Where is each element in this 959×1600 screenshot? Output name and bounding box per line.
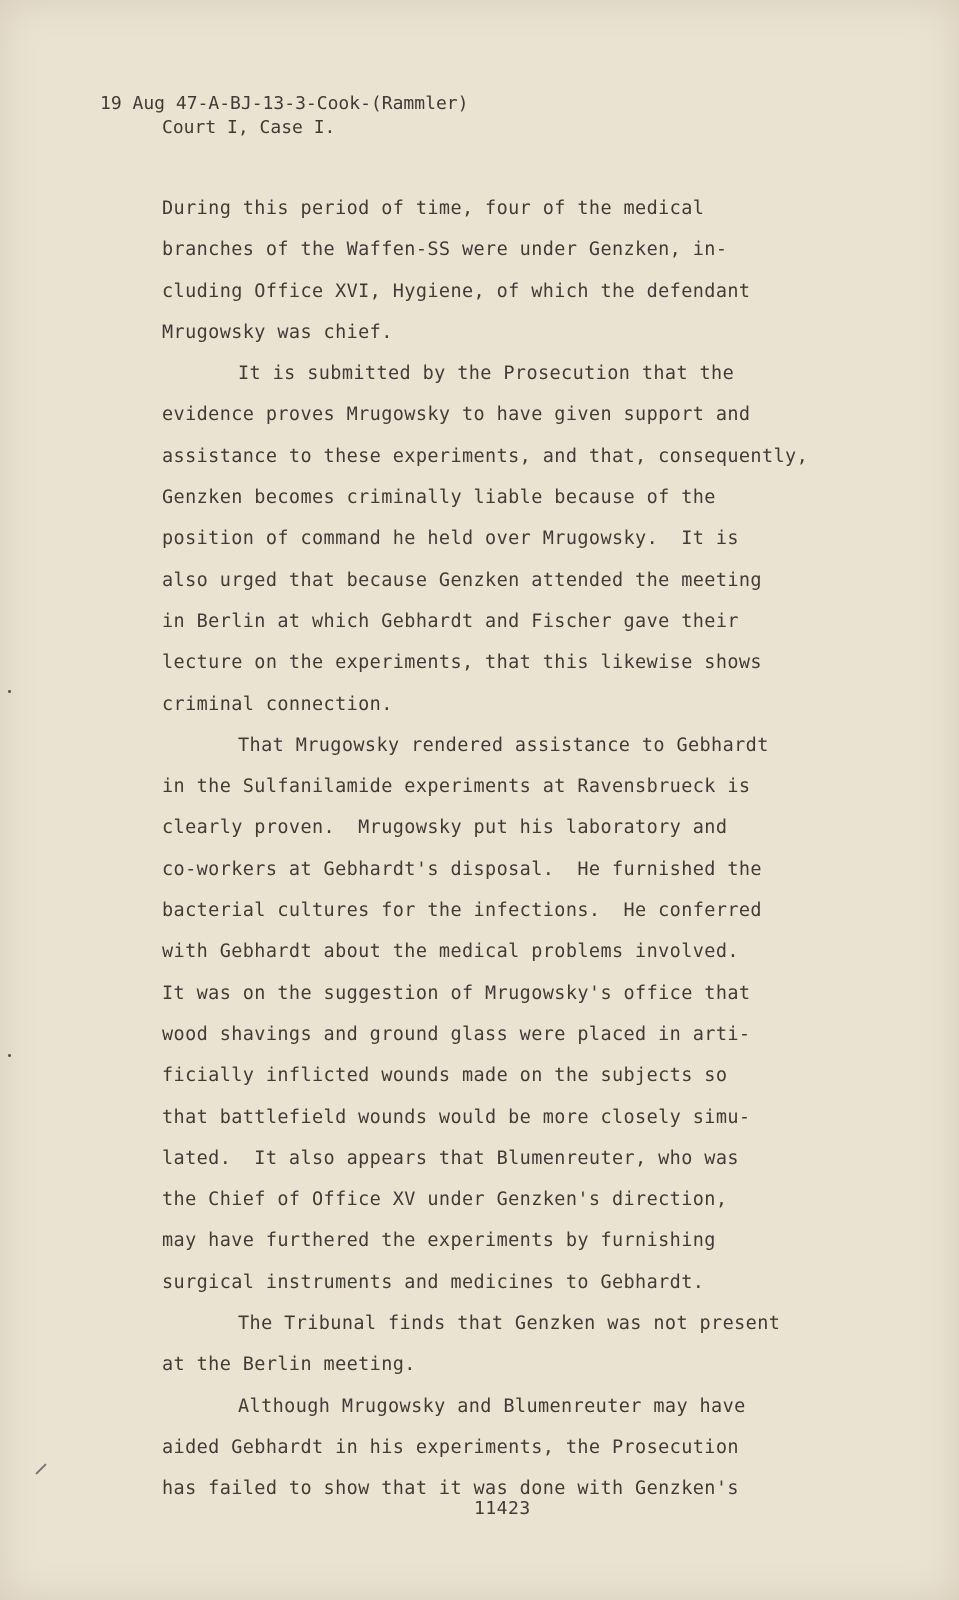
margin-dot	[8, 1054, 11, 1057]
text-line: lecture on the experiments, that this likewise shows	[162, 652, 762, 674]
text-line: co-workers at Gebhardt's disposal. He furnished the	[162, 858, 762, 880]
text-line: It is submitted by the Prosecution that the	[238, 363, 735, 385]
text-line: Although Mrugowsky and Blumenreuter may have	[238, 1395, 746, 1417]
text-line: position of command he held over Mrugowsky. It is	[162, 528, 739, 550]
text-line: may have furthered the experiments by furnishing	[162, 1230, 716, 1252]
document-body	[162, 188, 862, 1510]
margin-pencil-mark	[35, 1463, 46, 1474]
text-line: also urged that because Genzken attended the meeting	[162, 569, 762, 591]
margin-dot	[8, 690, 11, 693]
document-header	[100, 92, 468, 140]
text-line: ficially inflicted wounds made on the subjects so	[162, 1065, 728, 1087]
text-line: aided Gebhardt in his experiments, the Prosecution	[162, 1436, 739, 1458]
page-number: 11423	[474, 1498, 531, 1519]
text-line: lated. It also appears that Blumenreuter, who was	[162, 1147, 739, 1169]
text-line: criminal connection.	[162, 693, 393, 715]
text-line: The Tribunal finds that Genzken was not present	[238, 1313, 781, 1335]
text-line: wood shavings and ground glass were placed in arti-	[162, 1023, 751, 1045]
text-line: branches of the Waffen-SS were under Genzken, in-	[162, 239, 728, 261]
text-line: evidence proves Mrugowsky to have given support and	[162, 404, 751, 426]
text-line: That Mrugowsky rendered assistance to Gebhardt	[238, 734, 769, 756]
text-line: surgical instruments and medicines to Gebhardt.	[162, 1271, 705, 1293]
text-line: It was on the suggestion of Mrugowsky's office that	[162, 982, 751, 1004]
text-line: the Chief of Office XV under Genzken's direction,	[162, 1189, 728, 1211]
text-line: During this period of time, four of the medical	[162, 198, 705, 219]
text-line: has failed to show that it was done with Genzken's	[162, 1478, 739, 1500]
text-line: bacterial cultures for the infections. He conferred	[162, 900, 762, 922]
header-reference: 19 Aug 47-A-BJ-13-3-Cook-(Rammler)	[100, 93, 469, 114]
text-line: Genzken becomes criminally liable because of the	[162, 487, 716, 509]
text-line: in Berlin at which Gebhardt and Fischer gave their	[162, 610, 739, 632]
header-court: Court I, Case I.	[162, 117, 336, 138]
text-line: Mrugowsky was chief.	[162, 321, 393, 343]
text-line: with Gebhardt about the medical problems involved.	[162, 941, 739, 963]
text-line: that battlefield wounds would be more closely simu-	[162, 1106, 751, 1128]
text-line: in the Sulfanilamide experiments at Ravensbrueck is	[162, 776, 751, 798]
text-line: at the Berlin meeting.	[162, 1354, 416, 1376]
text-line: cluding Office XVI, Hygiene, of which the defendant	[162, 280, 751, 302]
text-line: assistance to these experiments, and that, consequently,	[162, 445, 809, 467]
text-line: clearly proven. Mrugowsky put his laboratory and	[162, 817, 728, 839]
